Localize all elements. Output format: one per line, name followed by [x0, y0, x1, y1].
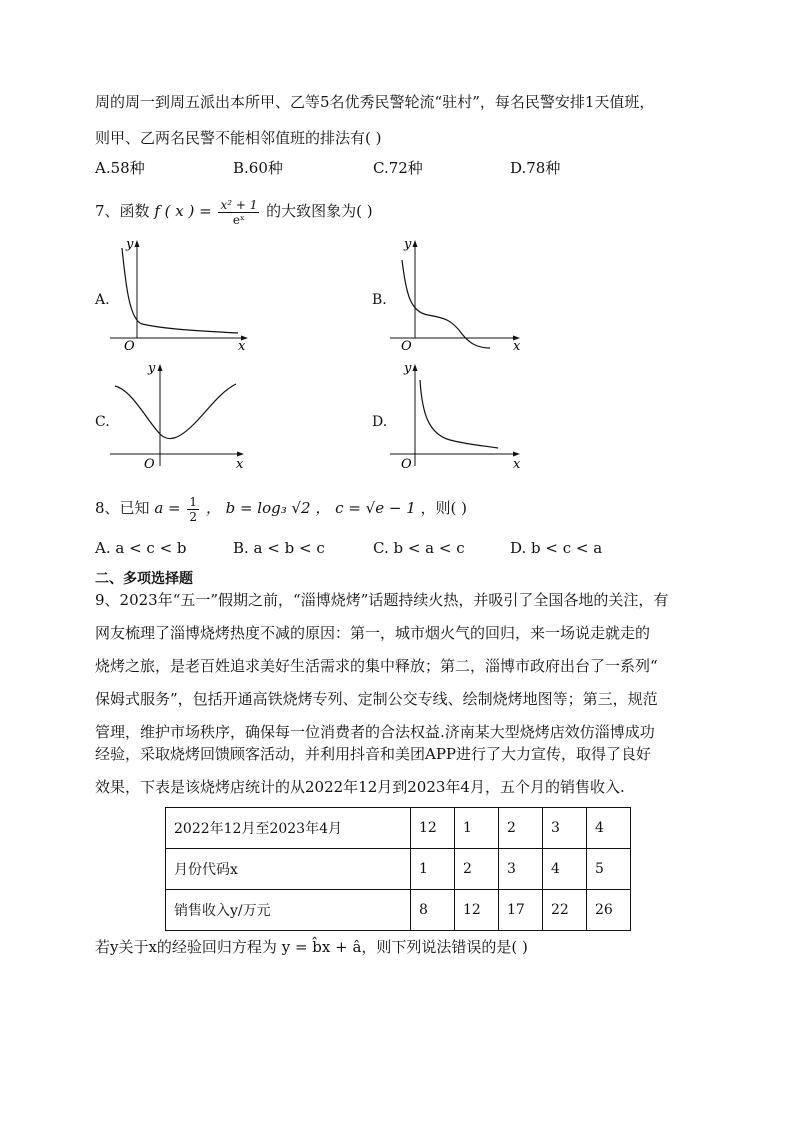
graph-b [390, 238, 530, 353]
q8-stem [95, 493, 467, 524]
q9-line4: 保姆式服务”，包括开通高铁烧烤专列、定制公交专线、绘制烧烤地图等；第三，规范 [95, 690, 658, 708]
q9-after-table: 若y关于x的经验回归方程为 y = b̂x + â，则下列说法错误的是( ) [95, 938, 528, 956]
q6-option-a: A.58种 [95, 159, 145, 177]
q8-prefix: 8、已知 [95, 499, 150, 517]
graph-c-y-label: y [148, 361, 156, 376]
table-cell: 1 [411, 849, 455, 890]
table-row [166, 890, 631, 931]
graph-d-curve [420, 380, 498, 448]
graph-c-curve [115, 384, 236, 439]
table-cell: 4 [543, 849, 587, 890]
q9-line6: 经验，采取烧烤回馈顾客活动，并利用抖音和美团APP进行了大力宣传，取得了良好 [95, 745, 652, 763]
q8-a-denominator: 2 [189, 509, 198, 524]
graph-b-y-label: y [404, 237, 412, 252]
table-row [166, 808, 631, 849]
q6-option-d: D.78种 [510, 159, 561, 177]
graph-c-x-label: x [236, 457, 244, 472]
graph-c-origin: O [144, 457, 155, 472]
q9-line3: 烧烤之旅，是老百姓追求美好生活需求的集中释放；第二，淄博市政府出台了一系列“ [95, 657, 658, 675]
q8-option-b: B. a < b < c [233, 539, 325, 557]
table-cell: 2 [499, 808, 543, 849]
q8-suffix: ，则( ) [420, 499, 468, 517]
q8-option-a: A. a < c < b [95, 539, 187, 557]
table-cell: 8 [411, 890, 455, 931]
section-title: 二、多项选择题 [95, 571, 193, 587]
table-cell: 4 [587, 808, 631, 849]
q9-line5: 管理，维护市场秩序，确保每一位消费者的合法权益.济南某大型烧烤店效仿淄博成功 [95, 723, 655, 741]
graph-a [110, 238, 260, 353]
q6-line2: 则甲、乙两名民警不能相邻值班的排法有( ) [95, 129, 382, 147]
graph-c-label: C. [95, 414, 110, 430]
q8-a-expr: a = [154, 499, 181, 517]
q7-prefix: 7、函数 [95, 202, 150, 220]
graph-b-label: B. [372, 292, 387, 308]
table-cell: 3 [499, 849, 543, 890]
graph-d-x-label: x [513, 457, 521, 472]
table-cell: 22 [543, 890, 587, 931]
table-cell: 销售收入y/万元 [166, 890, 411, 931]
table-cell: 3 [543, 808, 587, 849]
graph-b-x-label: x [513, 339, 521, 354]
q7-numerator: x² + 1 [220, 197, 258, 212]
q7-suffix: 的大致图象为( ) [266, 202, 373, 220]
graph-a-origin: O [124, 339, 135, 354]
q9-line2: 网友梳理了淄博烧烤热度不减的原因：第一，城市烟火气的回归，来一场说走就走的 [95, 624, 651, 642]
q8-a-numerator: 1 [189, 494, 198, 509]
graph-a-curve [122, 248, 238, 333]
q6-option-b: B.60种 [233, 159, 283, 177]
graph-d-origin: O [401, 457, 412, 472]
table-row [166, 849, 631, 890]
q9-line1: 9、2023年“五一”假期之前，“淄博烧烤”话题持续火热，并吸引了全国各地的关注，有 [95, 591, 669, 609]
graph-a-x-label: x [238, 339, 246, 354]
graph-d-label: D. [372, 414, 388, 430]
table-cell: 1 [455, 808, 499, 849]
q8-option-d: D. b < c < a [510, 539, 603, 557]
graph-d-y-label: y [404, 361, 412, 376]
q6-line1: 周的周一到周五派出本所甲、乙等5名优秀民警轮流“驻村”，每名民警安排1天值班， [95, 93, 655, 111]
q8-a-fraction [187, 495, 199, 524]
table-cell: 2022年12月至2023年4月 [166, 808, 411, 849]
graph-a-label: A. [95, 292, 110, 308]
graph-b-origin: O [401, 339, 412, 354]
q8-c-expr: ， c = √e − 1 [315, 499, 416, 517]
table-cell: 月份代码x [166, 849, 411, 890]
table-cell: 5 [587, 849, 631, 890]
q7-denominator: eˣ [232, 212, 246, 227]
q7-func: f ( x ) = [154, 202, 212, 220]
q7-fraction [218, 198, 259, 227]
graph-c [110, 362, 255, 474]
graph-d [390, 362, 530, 474]
sales-table [165, 807, 631, 931]
table-cell: 12 [455, 890, 499, 931]
table-cell: 17 [499, 890, 543, 931]
table-cell: 2 [455, 849, 499, 890]
table-cell: 26 [587, 890, 631, 931]
q6-option-c: C.72种 [373, 159, 423, 177]
q9-line7: 效果，下表是该烧烤店统计的从2022年12月到2023年4月，五个月的销售收入. [95, 778, 625, 796]
q7-stem [95, 196, 373, 227]
graph-a-y-label: y [126, 237, 134, 252]
q8-b-expr: ， b = log₃ √2 [205, 499, 311, 517]
table-cell: 12 [411, 808, 455, 849]
q8-option-c: C. b < a < c [373, 539, 465, 557]
